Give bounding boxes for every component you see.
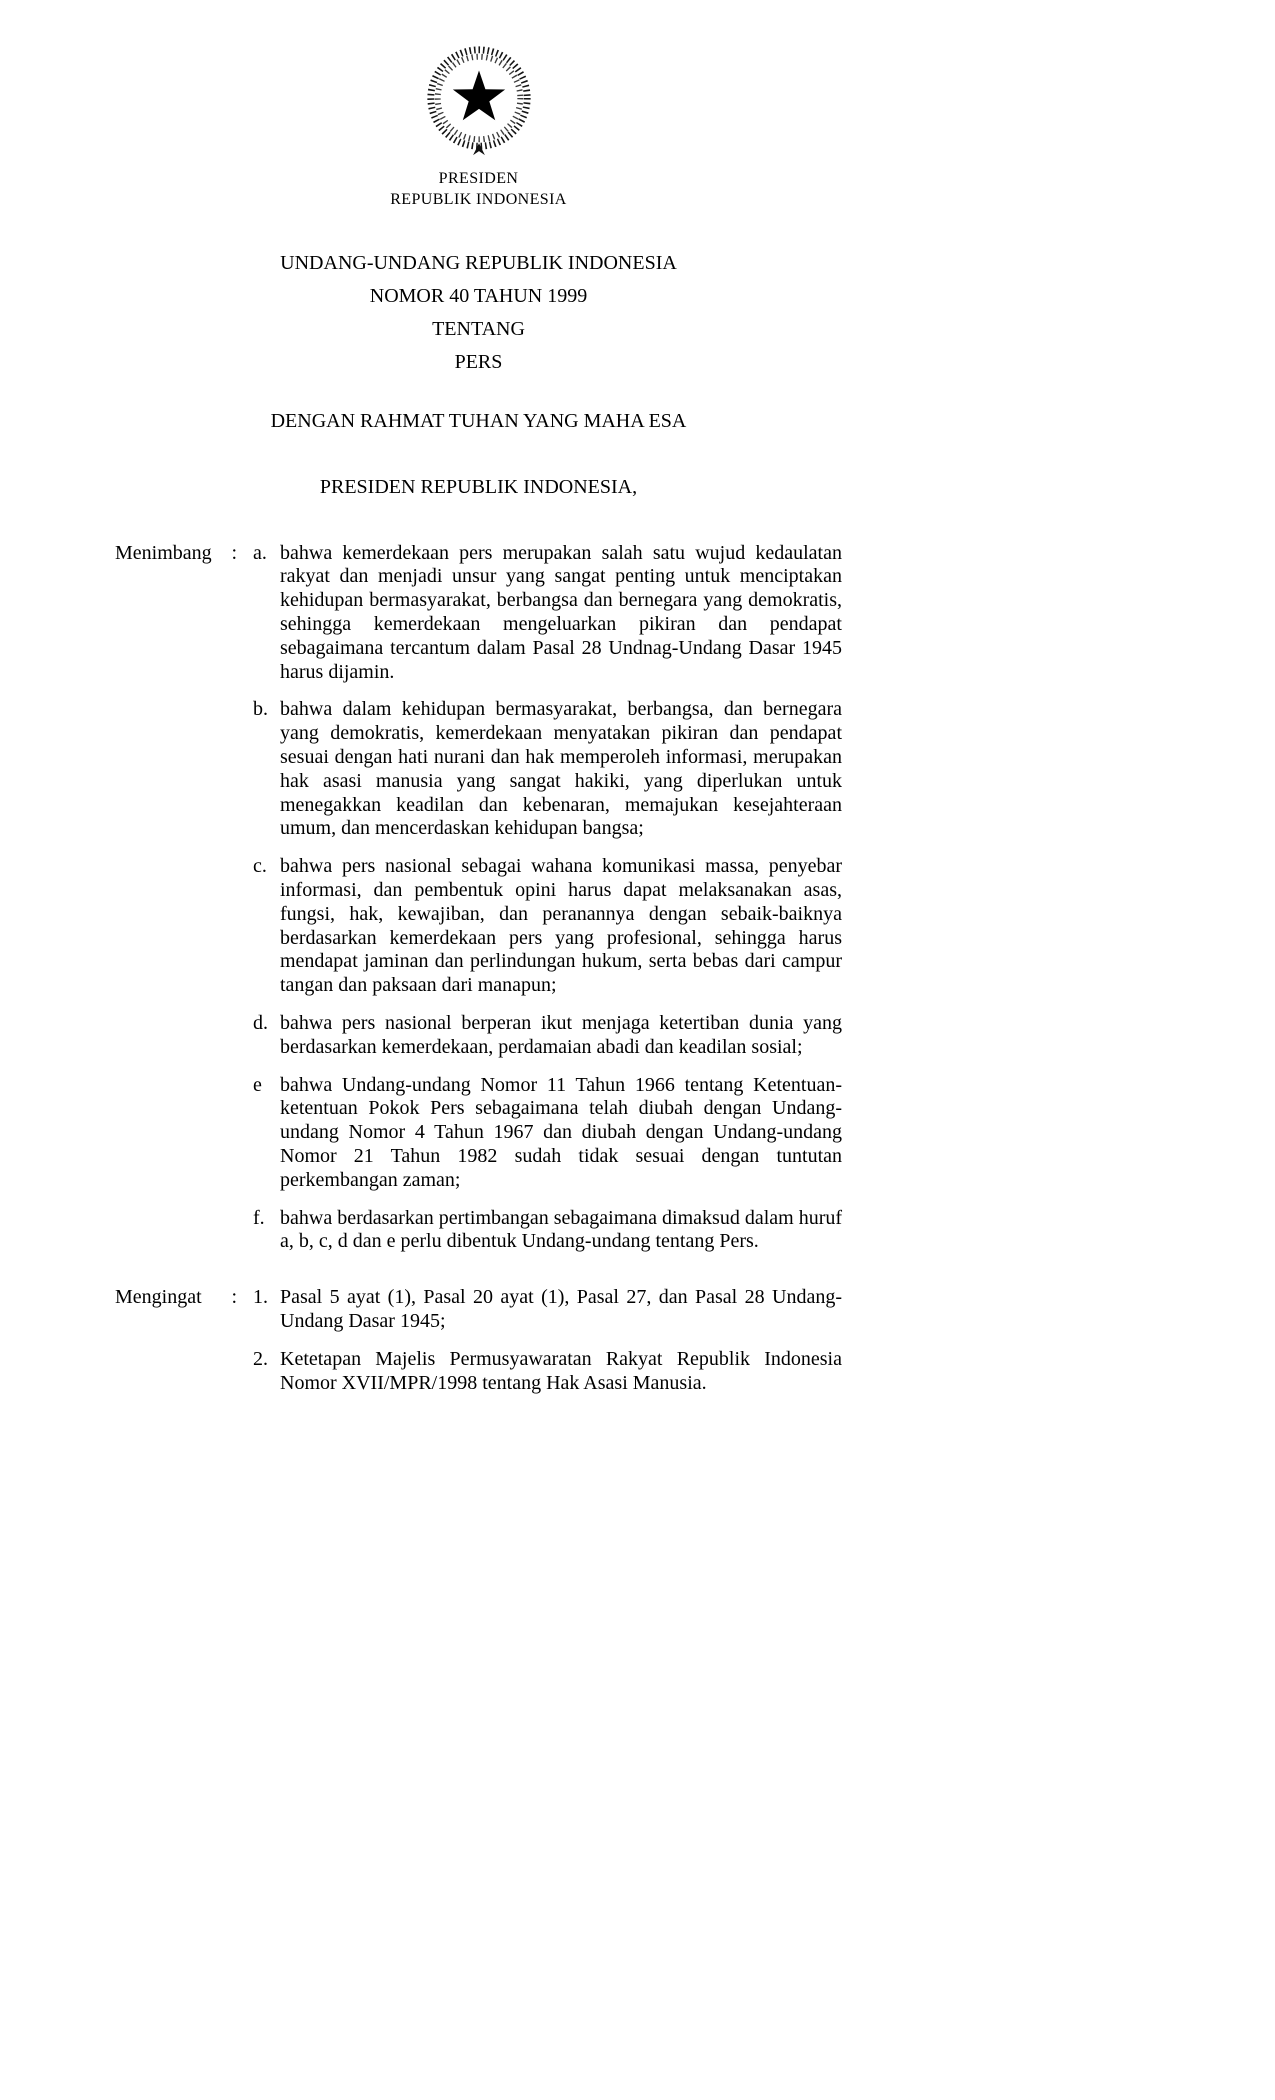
list-item (253, 855, 842, 998)
list-item (253, 1286, 842, 1334)
item-text: bahwa berdasarkan pertimbangan sebagaimana dimaksud dalam huruf a, b, c, d dan e perlu dibentuk Undang-undang tentang Pers. (280, 1206, 843, 1253)
law-title-line1: UNDANG-UNDANG REPUBLIK INDONESIA (280, 251, 677, 274)
law-title-line2: NOMOR 40 TAHUN 1999 (369, 284, 588, 307)
list-item (253, 698, 842, 841)
item-text: bahwa pers nasional sebagai wahana komunikasi massa, penyebar informasi, dan pembentuk opini harus dapat melaksanakan asas, fungsi, hak, kewajiban, dan peranannya dengan sebaik-baiknya berdasarkan kemerdekaan pers yang profesional, sehingga harus mendapat jaminan dan perlindungan hukum, serta bebas dari campur tangan dan paksaan dari manapun; (280, 855, 842, 997)
list-item (253, 1207, 842, 1255)
proclaimer-line: PRESIDEN REPUBLIK INDONESIA, (319, 475, 638, 498)
section-mengingat-label (115, 1286, 253, 1395)
section-mengingat-items (253, 1286, 842, 1395)
item-text: Ketetapan Majelis Permusyawaratan Rakyat Republik Indonesia Nomor XVII/MPR/1998 tentang Hak Asasi Manusia. (280, 1347, 842, 1394)
item-marker: f. (253, 1206, 265, 1229)
law-title-line4: PERS (454, 350, 503, 373)
emblem-container (115, 0, 842, 211)
government-header (115, 169, 842, 211)
section-menimbang (115, 542, 842, 1255)
item-marker: e (253, 1073, 262, 1096)
list-item (253, 1348, 842, 1396)
item-text: bahwa dalam kehidupan bermasyarakat, berbangsa, dan bernegara yang demokratis, kemerdekaan menyatakan pikiran dan pendapat sesuai dengan hati nurani dan hak memperoleh informasi, merupakan hak asasi manusia yang sangat hakiki, yang diperlukan untuk menegakkan keadilan dan kebenaran, memajukan kesejahteraan umum, dan mencerdaskan kehidupan bangsa; (280, 698, 842, 840)
wreath-bottom-tip-icon (473, 143, 485, 155)
item-marker: c. (253, 855, 267, 878)
list-item (253, 542, 842, 685)
list-item (253, 1074, 842, 1193)
section-label-colon: : (231, 1286, 237, 1309)
presidential-emblem-icon (420, 40, 538, 160)
document-page (115, 0, 842, 1395)
section-label-colon: : (231, 541, 237, 564)
law-title-line3: TENTANG (432, 317, 525, 340)
header-republik-indonesia: REPUBLIK INDONESIA (390, 190, 567, 208)
list-item (253, 1012, 842, 1060)
invocation-line: DENGAN RAHMAT TUHAN YANG MAHA ESA (270, 409, 687, 432)
section-label-text: Mengingat (115, 1286, 202, 1309)
item-text: bahwa pers nasional berperan ikut menjaga ketertiban dunia yang berdasarkan kemerdekaan, perdamaian abadi dan keadilan sosial; (280, 1011, 842, 1058)
section-label-text: Menimbang (115, 541, 212, 564)
item-text: Pasal 5 ayat (1), Pasal 20 ayat (1), Pasal 27, dan Pasal 28 Undang-Undang Dasar 1945; (280, 1286, 842, 1332)
item-text: bahwa kemerdekaan pers merupakan salah satu wujud kedaulatan rakyat dan menjadi unsur yang sangat penting untuk menciptakan kehidupan bermasyarakat, berbangsa dan bernegara yang demokratis, sehingga kemerdekaan mengeluarkan pikiran dan pendapat sebagaimana tercantum dalam Pasal 28 Undnag-Undang Dasar 1945 harus dijamin. (280, 541, 842, 683)
item-marker: a. (253, 541, 267, 564)
item-marker: b. (253, 698, 268, 721)
header-presiden: PRESIDEN (438, 170, 519, 187)
item-marker: d. (253, 1011, 268, 1034)
star-icon (452, 71, 504, 121)
section-menimbang-label (115, 542, 253, 1255)
item-marker: 2. (253, 1347, 268, 1370)
item-text: bahwa Undang-undang Nomor 11 Tahun 1966 tentang Ketentuan-ketentuan Pokok Pers sebagaimana telah diubah dengan Undang-undang Nomor 4 Tahun 1967 dan diubah dengan Undang-undang Nomor 21 Tahun 1982 sudah tidak sesuai dengan tuntutan perkembangan zaman; (280, 1073, 842, 1191)
law-title (115, 247, 842, 379)
item-marker: 1. (253, 1286, 268, 1309)
section-menimbang-items (253, 542, 842, 1255)
section-mengingat (115, 1286, 842, 1395)
